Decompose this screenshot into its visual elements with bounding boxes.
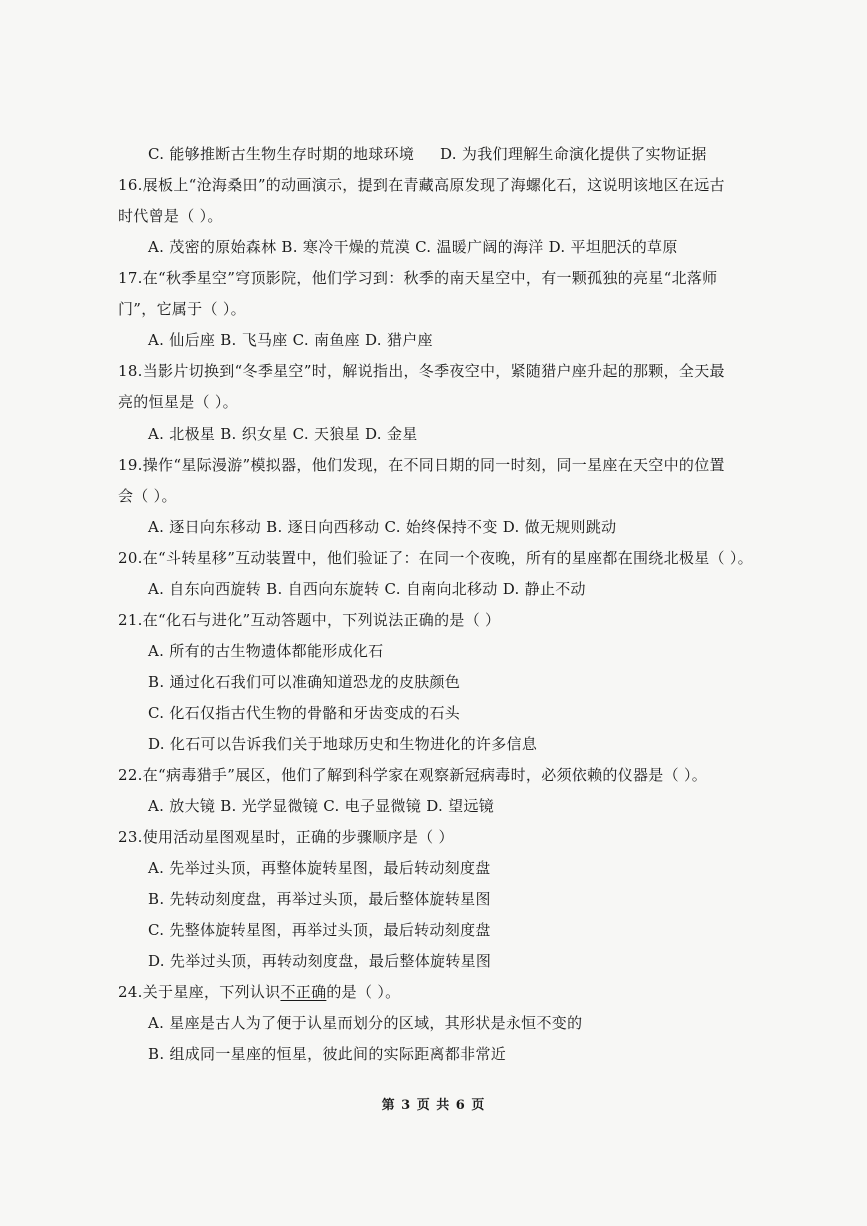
- q15-option-c: C. 能够推断古生物生存时期的地球环境: [148, 145, 415, 163]
- page-number-footer: 第 3 页 共 6 页: [381, 1098, 486, 1113]
- q15-option-d: D. 为我们理解生命演化提供了实物证据: [440, 145, 707, 163]
- q19-stem-line1: 19.操作“星际漫游”模拟器，他们发现，在不同日期的同一时刻，同一星座在天空中的位置: [118, 456, 725, 474]
- q24-stem-line1: [118, 982, 400, 1002]
- q17-options: A. 仙后座 B. 飞马座 C. 南鱼座 D. 猎户座: [148, 331, 433, 349]
- q17-stem-line1: 17.在“秋季星空”穹顶影院，他们学习到：秋季的南天星空中，有一颗孤独的亮星“北落师: [118, 269, 718, 287]
- q19-options: A. 逐日向东移动 B. 逐日向西移动 C. 始终保持不变 D. 做无规则跳动: [148, 518, 617, 536]
- q20-options: A. 自东向西旋转 B. 自西向东旋转 C. 自南向北移动 D. 静止不动: [148, 580, 586, 598]
- q18-stem-line1: 18.当影片切换到“冬季星空”时，解说指出，冬季夜空中，紧随猎户座升起的那颗，全天最: [118, 362, 725, 380]
- q24-stem-post: 的是（ ）。: [326, 983, 401, 1001]
- q24-option-b: B. 组成同一星座的恒星，彼此间的实际距离都非常近: [148, 1045, 507, 1063]
- q21-option-c: C. 化石仅指古代生物的骨骼和牙齿变成的石头: [148, 704, 461, 722]
- q21-option-a: A. 所有的古生物遗体都能形成化石: [148, 642, 384, 660]
- q20-stem-line1: 20.在“斗转星移”互动装置中，他们验证了：在同一个夜晚，所有的星座都在围绕北极星（ ）。: [118, 549, 753, 567]
- q19-stem-line2: 会（ ）。: [118, 487, 177, 505]
- q23-option-b: B. 先转动刻度盘，再举过头顶，最后整体旋转星图: [148, 890, 491, 908]
- q16-stem-line2: 时代曾是（ ）。: [118, 207, 223, 225]
- q18-options: A. 北极星 B. 织女星 C. 天狼星 D. 金星: [148, 425, 418, 443]
- q24-stem-emphasis: 不正确: [280, 983, 327, 1001]
- q24-stem-pre: 24.关于星座，下列认识: [118, 983, 281, 1001]
- q21-option-b: B. 通过化石我们可以准确知道恐龙的皮肤颜色: [148, 673, 461, 691]
- q21-option-d: D. 化石可以告诉我们关于地球历史和生物进化的许多信息: [148, 735, 538, 753]
- q22-options: A. 放大镜 B. 光学显微镜 C. 电子显微镜 D. 望远镜: [148, 797, 495, 815]
- q22-stem-line1: 22.在“病毒猎手”展区，他们了解到科学家在观察新冠病毒时，必须依赖的仪器是（ ）。: [118, 766, 708, 784]
- q18-stem-line2: 亮的恒星是（ ）。: [118, 393, 238, 411]
- q23-option-d: D. 先举过头顶，再转动刻度盘，最后整体旋转星图: [148, 952, 492, 970]
- q16-stem-line1: 16.展板上“沧海桑田”的动画演示，提到在青藏高原发现了海螺化石，这说明该地区在远古: [118, 176, 725, 194]
- q24-option-a: A. 星座是古人为了便于认星而划分的区域，其形状是永恒不变的: [148, 1014, 583, 1032]
- q23-option-a: A. 先举过头顶，再整体旋转星图，最后转动刻度盘: [148, 859, 491, 877]
- q16-options: A. 茂密的原始森林 B. 寒冷干燥的荒漠 C. 温暖广阔的海洋 D. 平坦肥沃的草原: [148, 238, 678, 256]
- q17-stem-line2: 门”，它属于（ ）。: [118, 300, 246, 318]
- q23-stem-line1: 23.使用活动星图观星时，正确的步骤顺序是（ ）: [118, 828, 454, 846]
- q21-stem-line1: 21.在“化石与进化”互动答题中，下列说法正确的是（ ）: [118, 611, 501, 629]
- q23-option-c: C. 先整体旋转星图，再举过头顶，最后转动刻度盘: [148, 921, 491, 939]
